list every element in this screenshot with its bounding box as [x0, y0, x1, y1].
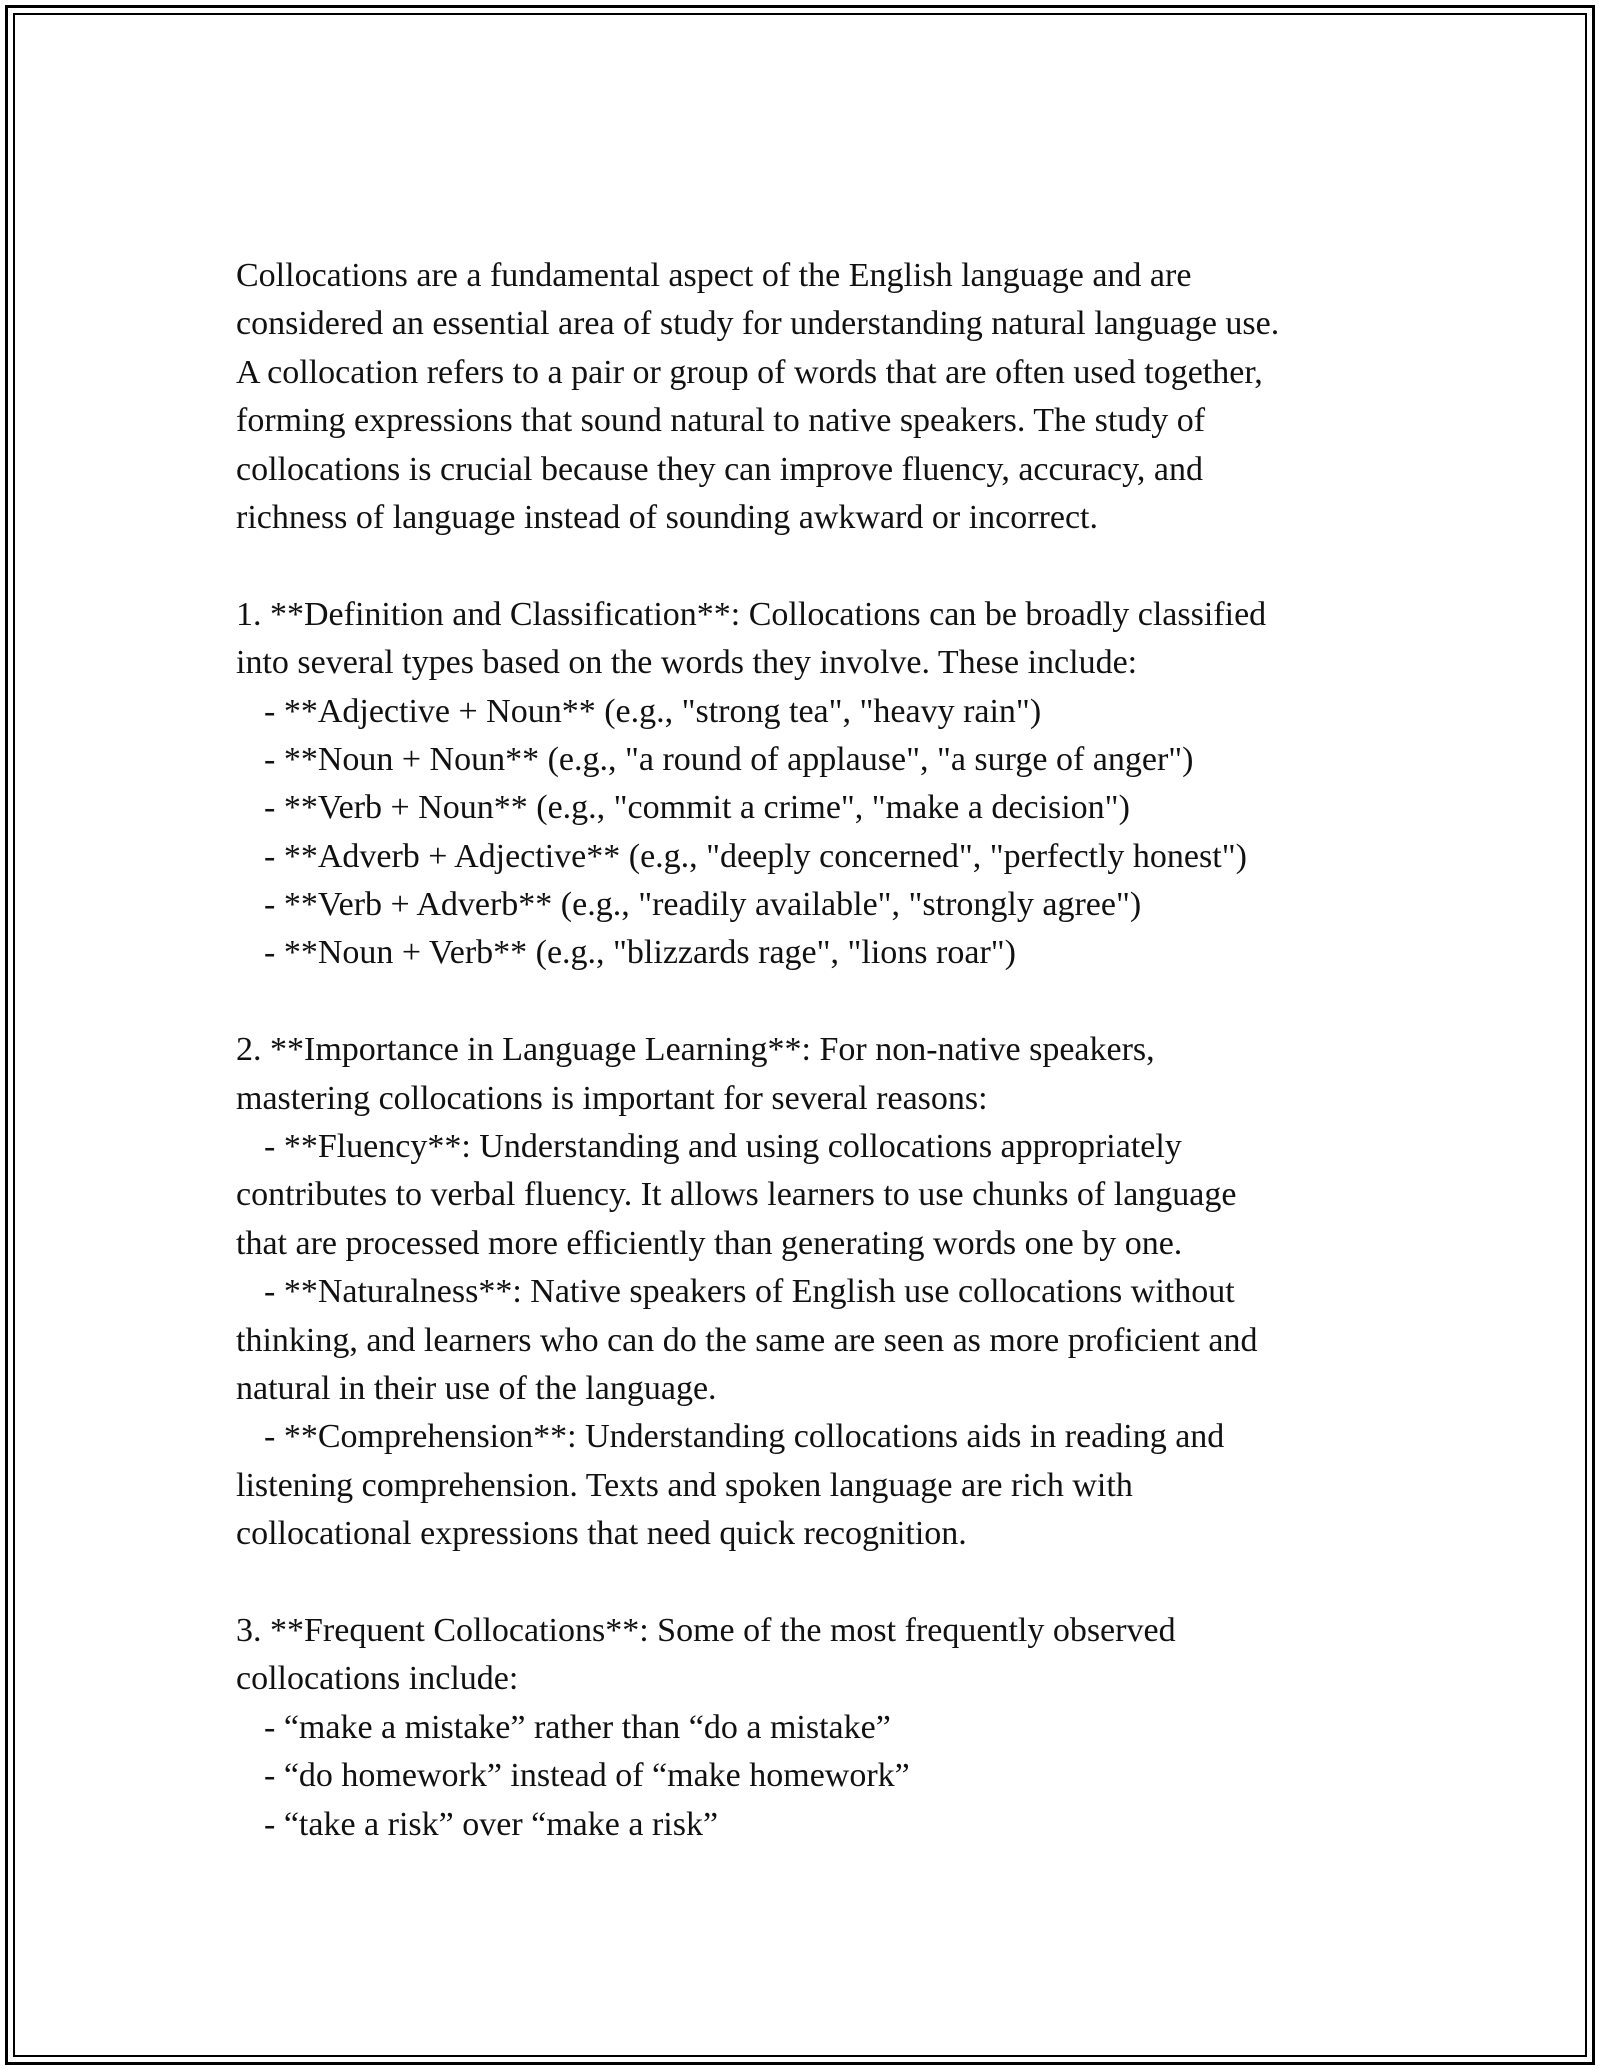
text-line: natural in their use of the language.: [236, 1369, 717, 1407]
document-body: [236, 252, 1396, 1849]
list-item: - **Adjective + Noun** (e.g., "strong tea", "heavy rain"): [264, 692, 1042, 730]
list-item-comprehension: - **Comprehension**: Understanding collocations aids in reading and: [264, 1418, 1225, 1456]
text-line: thinking, and learners who can do the same are seen as more proficient and: [236, 1321, 1258, 1359]
text-line: Collocations are a fundamental aspect of the English language and are: [236, 257, 1192, 294]
text-line: collocations is crucial because they can improve fluency, accuracy, and: [236, 450, 1203, 488]
list-item: - “make a mistake” rather than “do a mistake”: [264, 1708, 891, 1746]
text-line: collocational expressions that need quick recognition.: [236, 1515, 967, 1553]
section-heading-line: mastering collocations is important for several reasons:: [236, 1079, 988, 1117]
intro-paragraph: [236, 252, 1396, 542]
section-importance-language-learning: [236, 1026, 1396, 1558]
paragraph-gap: [236, 978, 1396, 1026]
list-item: - **Noun + Verb** (e.g., "blizzards rage", "lions roar"): [264, 934, 1016, 972]
text-line: considered an essential area of study for understanding natural language use.: [236, 305, 1280, 343]
paragraph-gap: [236, 1559, 1396, 1607]
section-heading-line: into several types based on the words they involve. These include:: [236, 644, 1138, 682]
list-item: - **Verb + Noun** (e.g., "commit a crime", "make a decision"): [264, 789, 1130, 827]
section-heading-line: collocations include:: [236, 1660, 519, 1698]
paragraph-gap: [236, 542, 1396, 590]
section-definition-classification: [236, 591, 1396, 978]
list-item: - “do homework” instead of “make homework”: [264, 1757, 910, 1795]
list-item-naturalness: - **Naturalness**: Native speakers of English use collocations without: [264, 1273, 1235, 1311]
text-line: that are processed more efficiently than generating words one by one.: [236, 1224, 1183, 1262]
list-item-fluency: - **Fluency**: Understanding and using collocations appropriately: [264, 1128, 1182, 1166]
text-line: listening comprehension. Texts and spoken language are rich with: [236, 1466, 1133, 1504]
list-item: - **Adverb + Adjective** (e.g., "deeply concerned", "perfectly honest"): [264, 837, 1247, 875]
text-line: A collocation refers to a pair or group of words that are often used together,: [236, 353, 1263, 391]
section-heading-line: 2. **Importance in Language Learning**: For non-native speakers,: [236, 1031, 1155, 1069]
text-line: richness of language instead of sounding awkward or incorrect.: [236, 498, 1099, 536]
section-heading-line: 3. **Frequent Collocations**: Some of the most frequently observed: [236, 1611, 1176, 1649]
list-item: - “take a risk” over “make a risk”: [264, 1805, 719, 1843]
text-line: forming expressions that sound natural to native speakers. The study of: [236, 402, 1206, 440]
list-item: - **Noun + Noun** (e.g., "a round of applause", "a surge of anger"): [264, 740, 1194, 778]
section-heading-line: 1. **Definition and Classification**: Collocations can be broadly classified: [236, 595, 1267, 633]
section-frequent-collocations: [236, 1607, 1396, 1849]
list-item: - **Verb + Adverb** (e.g., "readily available", "strongly agree"): [264, 886, 1142, 924]
text-line: contributes to verbal fluency. It allows learners to use chunks of language: [236, 1176, 1237, 1214]
